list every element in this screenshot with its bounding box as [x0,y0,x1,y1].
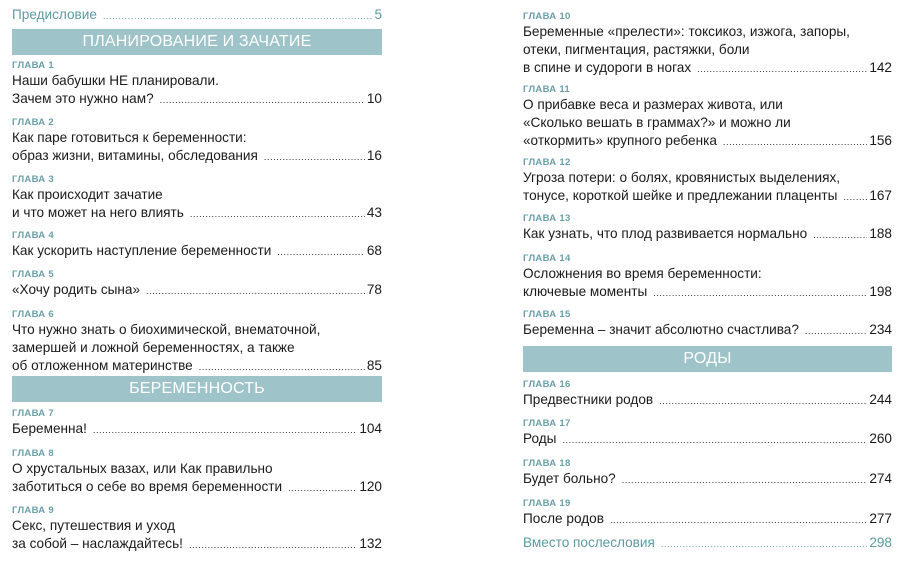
leader-dots [843,188,867,206]
chapter-title-line: «откормить» крупного ребенка [523,133,717,148]
chapter-title-line: Наши бабушки НЕ планировали. [12,73,219,88]
leader-dots [622,471,868,489]
toc-entry-afterword[interactable] [523,534,892,553]
chapter-title-line: замершей и ложной беременностях, а также [12,340,295,355]
toc-entry-title: Предисловие [12,7,97,22]
chapter-title-line: Что нужно знать о биохимической, внематочной, [12,322,321,337]
chapter-page: 167 [869,188,892,203]
chapter-title-line: Как узнать, что плод развивается нормально [523,226,808,241]
chapter-label: ГЛАВА 3 [12,174,54,185]
chapter-title-line: образ жизни, витамины, обследования [12,148,258,163]
chapter-page: 68 [366,243,382,258]
chapter-label: ГЛАВА 14 [523,253,571,264]
chapter-title-line: ключевые моменты [523,284,648,299]
chapter-label: ГЛАВА 7 [12,408,54,419]
chapter-page: 198 [869,284,892,299]
toc-entry-page: 298 [869,535,892,550]
chapter-title-line: Беременна! [12,421,87,436]
leader-dots [697,60,867,78]
leader-dots [562,431,867,449]
toc-entry-chapter-10[interactable] [523,11,892,78]
chapter-title-line: заботиться о себе во время беременности [12,479,283,494]
chapter-page: 274 [869,471,892,486]
chapter-title-line: Будет больно? [523,471,616,486]
chapter-title-line: Беременна – значит абсолютно счастлива? [523,322,799,337]
chapter-title-line: Как паре готовиться к беременности: [12,130,247,145]
chapter-page: 120 [359,479,382,494]
toc-entry-chapter-5[interactable] [12,269,382,300]
toc-entry-chapter-8[interactable] [12,448,382,497]
toc-entry-chapter-1[interactable] [12,60,382,109]
toc-entry-chapter-11[interactable] [523,84,892,151]
leader-dots [160,91,365,109]
toc-entry-preface[interactable] [12,6,382,25]
chapter-label: ГЛАВА 1 [12,60,54,71]
chapter-label: ГЛАВА 15 [523,309,571,320]
toc-entry-chapter-13[interactable] [523,213,892,244]
toc-entry-chapter-16[interactable] [523,379,892,410]
chapter-label: ГЛАВА 10 [523,11,571,22]
leader-dots [723,133,867,151]
leader-dots [813,226,867,244]
chapter-title-line: О хрустальных вазах, или Как правильно [12,461,273,476]
leader-dots [93,421,357,439]
chapter-page: 156 [869,133,892,148]
chapter-title-line: О прибавке веса и размерах живота, или [523,97,783,112]
chapter-page: 234 [869,322,892,337]
chapter-title-line: тонусе, короткой шейке и предлежании плаценты [523,188,838,203]
toc-entry-chapter-6[interactable] [12,309,382,376]
leader-dots [264,148,365,166]
toc-entry-chapter-12[interactable] [523,157,892,206]
leader-dots [610,511,867,529]
leader-dots [805,322,867,340]
chapter-label: ГЛАВА 5 [12,269,54,280]
chapter-page: 277 [869,511,892,526]
section-header-planning: ПЛАНИРОВАНИЕ И ЗАЧАТИЕ [12,29,382,55]
chapter-title-line: Зачем это нужно нам? [12,91,154,106]
chapter-label: ГЛАВА 17 [523,418,571,429]
section-header-pregnancy: БЕРЕМЕННОСТЬ [12,376,382,402]
leader-dots [199,358,365,376]
chapter-title-line: Секс, путешествия и уход [12,518,176,533]
toc-entry-chapter-3[interactable] [12,174,382,223]
chapter-label: ГЛАВА 19 [523,498,571,509]
toc-entry-chapter-7[interactable] [12,408,382,439]
toc-entry-chapter-15[interactable] [523,309,892,340]
leader-dots [189,536,357,554]
chapter-title-line: Роды [523,431,557,446]
toc-entry-chapter-9[interactable] [12,505,382,554]
chapter-label: ГЛАВА 8 [12,448,54,459]
chapter-title-line: Беременные «прелести»: токсикоз, изжога, запоры, [523,24,850,39]
chapter-title-line: Как происходит зачатие [12,187,163,202]
toc-entry-page: 5 [374,7,382,22]
chapter-title-line: и что может на него влиять [12,205,184,220]
chapter-page: 78 [366,282,382,297]
chapter-page: 260 [869,431,892,446]
chapter-label: ГЛАВА 6 [12,309,54,320]
leader-dots [103,7,373,25]
chapter-page: 104 [359,421,382,436]
chapter-title-line: за собой – наслаждайтесь! [12,536,183,551]
leader-dots [146,282,365,300]
chapter-label: ГЛАВА 9 [12,505,54,516]
chapter-page: 142 [869,60,892,75]
chapter-label: ГЛАВА 11 [523,84,571,95]
chapter-page: 10 [366,91,382,106]
toc-entry-chapter-14[interactable] [523,253,892,302]
toc-entry-chapter-2[interactable] [12,117,382,166]
leader-dots [277,243,365,261]
leader-dots [659,392,867,410]
leader-dots [653,284,867,302]
chapter-label: ГЛАВА 4 [12,230,54,241]
chapter-page: 43 [366,205,382,220]
toc-entry-title: Вместо послесловия [523,535,655,550]
chapter-label: ГЛАВА 16 [523,379,571,390]
chapter-title-line: отеки, пигментация, растяжки, боли [523,42,750,57]
chapter-title-line: в спине и судороги в ногах [523,60,692,75]
chapter-label: ГЛАВА 12 [523,157,571,168]
chapter-label: ГЛАВА 13 [523,213,571,224]
chapter-page: 16 [366,148,382,163]
chapter-title-line: «Хочу родить сына» [12,282,141,297]
toc-entry-chapter-4[interactable] [12,230,382,261]
chapter-page: 188 [869,226,892,241]
section-header-birth: РОДЫ [523,346,892,372]
chapter-title-line: Угроза потери: о болях, кровянистых выделениях, [523,170,841,185]
chapter-label: ГЛАВА 18 [523,458,571,469]
chapter-title-line: Предвестники родов [523,392,654,407]
chapter-page: 244 [869,392,892,407]
chapter-page: 132 [359,536,382,551]
chapter-page: 85 [366,358,382,373]
leader-dots [190,205,365,223]
chapter-title-line: Осложнения во время беременности: [523,266,762,281]
chapter-title-line: Как ускорить наступление беременности [12,243,272,258]
chapter-label: ГЛАВА 2 [12,117,54,128]
leader-dots [661,535,867,553]
toc-entry-chapter-18[interactable] [523,458,892,489]
leader-dots [288,479,357,497]
toc-entry-chapter-17[interactable] [523,418,892,449]
chapter-title-line: После родов [523,511,604,526]
chapter-title-line: «Сколько вешать в граммах?» и можно ли [523,115,791,130]
chapter-title-line: об отложенном материнстве [12,358,193,373]
toc-entry-chapter-19[interactable] [523,498,892,529]
